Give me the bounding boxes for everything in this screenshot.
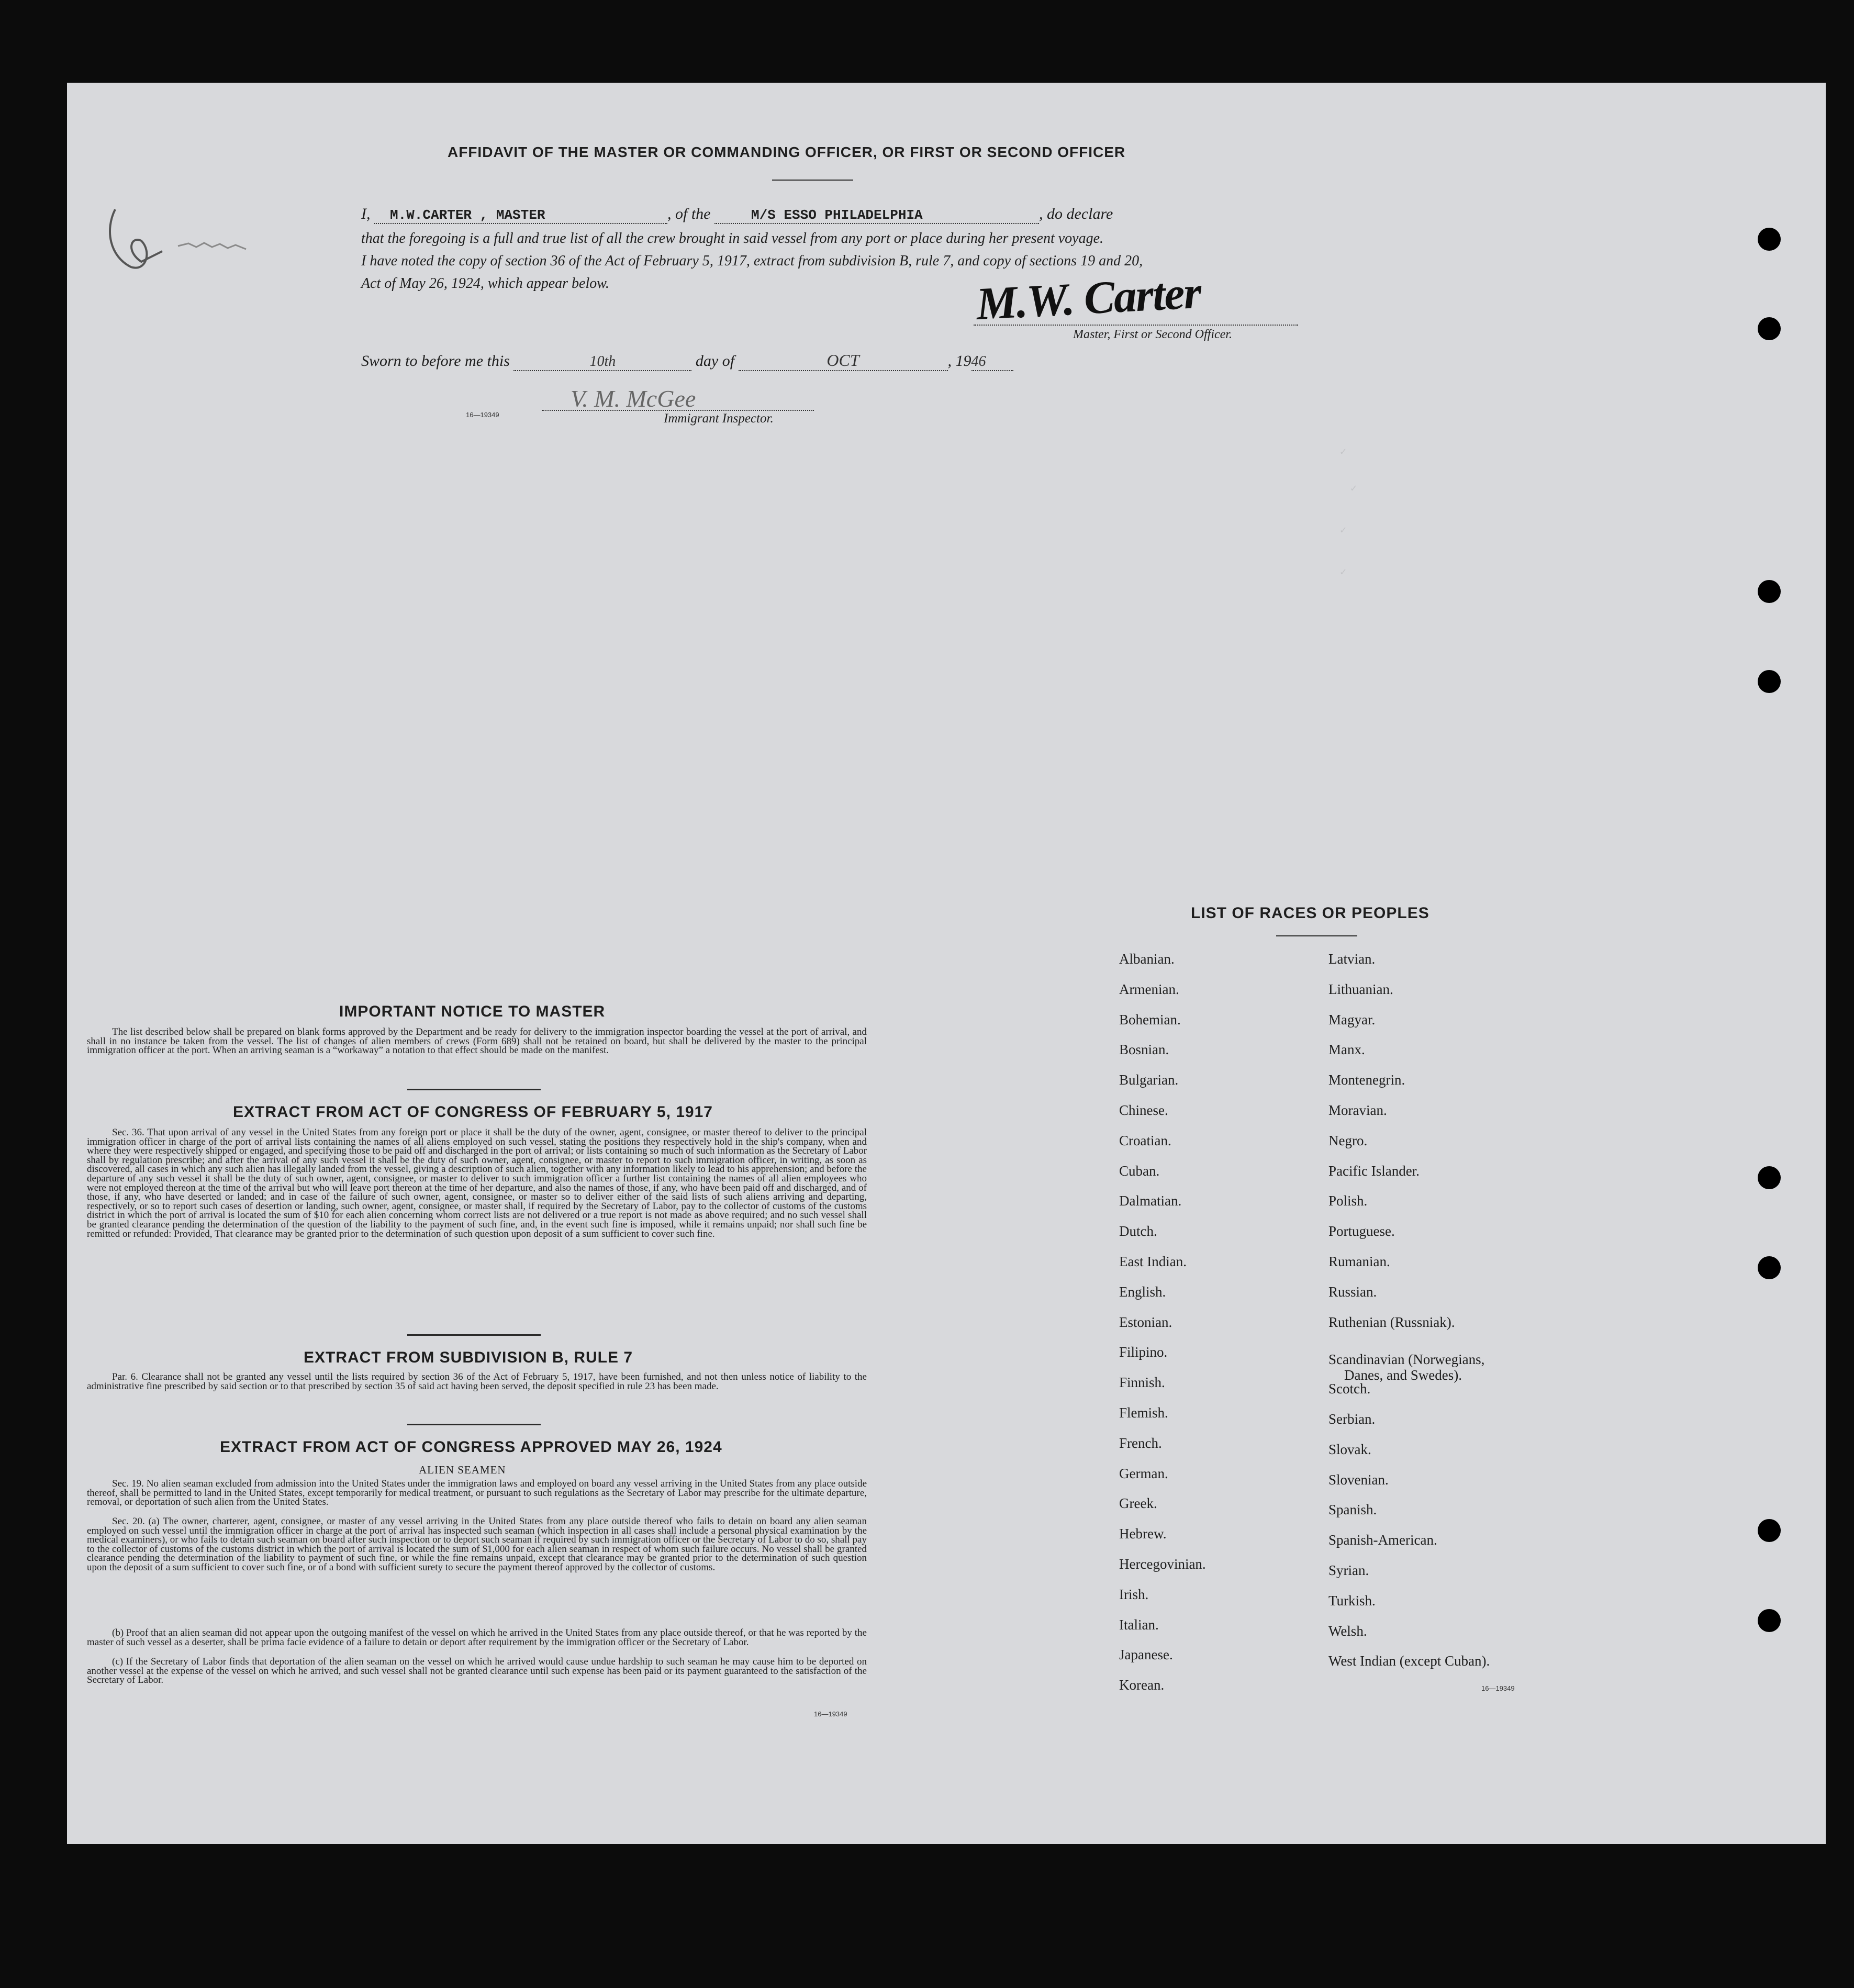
rule7-title: EXTRACT FROM SUBDIVISION B, RULE 7 — [304, 1349, 633, 1366]
race-item: Polish. — [1328, 1193, 1368, 1209]
bleed-through-mark: ✓ — [1350, 483, 1357, 495]
race-item: Rumanian. — [1328, 1254, 1390, 1269]
master-signature-line — [974, 325, 1298, 326]
alien-seamen-subtitle: ALIEN SEAMEN — [419, 1464, 506, 1476]
race-item: Spanish-American. — [1328, 1532, 1437, 1548]
section-rule — [407, 1334, 541, 1336]
race-item: Danes, and Swedes). — [1344, 1367, 1462, 1383]
race-item: Bohemian. — [1119, 1011, 1181, 1027]
race-item: Manx. — [1328, 1042, 1365, 1058]
race-item: Russian. — [1328, 1283, 1377, 1300]
race-item: Armenian. — [1119, 981, 1179, 997]
affidavit-line1 — [361, 205, 1319, 224]
sworn-day: 10th — [589, 353, 616, 370]
race-item: Albanian. — [1119, 951, 1175, 967]
race-item: Spanish. — [1328, 1502, 1377, 1518]
race-item: Syrian. — [1328, 1562, 1369, 1578]
race-item: Scandinavian (Norwegians, — [1328, 1352, 1485, 1368]
race-item: Chinese. — [1119, 1102, 1168, 1118]
race-item: Hercegovinian. — [1119, 1556, 1206, 1572]
race-item: Filipino. — [1119, 1344, 1168, 1360]
race-item: Korean. — [1119, 1677, 1165, 1693]
rule7-text: Par. 6. Clearance shall not be granted any vessel until the lists required by section 36 of the Act of February 5, 1917, have been furnished, and not then unless notice of liability to the administrative fine prescribed by said section or to that prescribed by section 35 of said act having been served, the deposit specified in rule 23 has been made. — [87, 1371, 867, 1392]
day-of-label: day of — [695, 352, 735, 370]
do-declare-label: , do declare — [1039, 205, 1113, 222]
race-item: Portuguese. — [1328, 1223, 1395, 1239]
notice-text: The list described below shall be prepared on blank forms approved by the Department and be ready for delivery to the immigration inspector boarding the vessel at the port of arrival, and shall in no instance be taken from the vessel. The list of changes of alien members of crews (Form 689) shall not be retained on board, but shall be delivered by the master to the principal immigration officer at the port. When an arriving seaman is a “workaway” a notation to that effect should be made on the manifest. — [87, 1026, 867, 1056]
affidavit-line3: I have noted the copy of section 36 of the Act of February 5, 1917, extract from subdivision B, rule 7, and copy of sections 19 and 20, — [361, 253, 1143, 269]
section-rule — [407, 1089, 541, 1090]
title-rule — [772, 180, 853, 181]
sworn-label: Sworn to before me this — [361, 352, 510, 370]
sworn-line — [361, 351, 1013, 371]
binder-hole — [1758, 1609, 1781, 1632]
binder-hole — [1758, 317, 1781, 340]
races-title-rule — [1276, 935, 1357, 936]
affidavit-title: AFFIDAVIT OF THE MASTER OR COMMANDING OFFICER, OR FIRST OR SECOND OFFICER — [448, 144, 1126, 160]
sworn-month: OCT — [827, 351, 859, 370]
sec20b-text: (b) Proof that an alien seaman did not appear upon the outgoing manifest of the vessel on which he arrived in the United States from any place outside thereof, or that he was reported by the master of such vessel as a deserter, shall be prima facie evidence of a failure to detain or deport after requirement by the immigration officer or the Secretary of Labor. — [87, 1627, 867, 1648]
inspector-signature: V. M. McGee — [571, 385, 696, 412]
year-field — [971, 352, 1013, 371]
binder-hole — [1758, 1519, 1781, 1542]
race-item: Estonian. — [1119, 1314, 1172, 1330]
vessel-field — [714, 205, 1039, 224]
race-item: Slovak. — [1328, 1441, 1371, 1457]
race-item: West Indian (except Cuban). — [1328, 1653, 1490, 1669]
race-item: Finnish. — [1119, 1375, 1165, 1391]
race-item: Pacific Islander. — [1328, 1163, 1420, 1179]
race-item: Irish. — [1119, 1586, 1149, 1602]
bleed-through-mark: ✓ — [1340, 567, 1347, 579]
year-prefix: , 19 — [947, 352, 971, 370]
master-signature: M.W. Carter — [975, 267, 1202, 330]
extract-1917-text: Sec. 36. That upon arrival of any vessel in the United States from any foreign port or place it shall be the duty of the owner, agent, consignee, or master thereof to deliver to the principal immigration officer in charge of the port of arrival lists containing the names of all aliens employed on such vessel, stating the positions they respectively hold in the ship's company, when and where they were respectively shipped or engaged, and specifying those to be paid off and discharged in the port of arrival; or lists containing so much of such information as the Secretary of Labor shall by regulation prescribe; and after the arrival of any such vessel it shall be the duty of such owner, agent, consignee, or master to report to such immigration officer, in writing, as soon as discovered, all cases in which any such alien has illegally landed from the vessel, giving a description of such alien, together with any information likely to lead to his apprehension; and before the departure of any such vessel it shall be the duty of such owner, agent, consignee, or master to deliver to such immigration officer a further list containing the names of all alien employees who were not employed thereon at the time of the arrival but who will leave port thereon at the time of her departure, and also the names of those, if any, who have been paid off and discharged, and of those, if any, who have deserted or landed; and in case of the failure of such owner, agent, consignee, or master so to deliver either of the said lists of such aliens arriving and departing, respectively, or so to report such cases of desertion or landing, such owner, agent, consignee, or master shall, if required by the Secretary of Labor, pay to the collector of customs of the customs district in which the port of arrival is located the sum of $10 for each alien concerning whom correct lists are not delivered or a true report is not made as above required; and no such vessel shall be granted clearance pending the determination of the question of the liability to the payment of such fine, and, in the event such fine is imposed, while it remains unpaid; nor shall such fine be remitted or refunded: Provided, That clearance may be granted prior to the determination of such question upon deposit of a sum sufficient to cover such fine. — [87, 1127, 867, 1239]
bleed-through-mark: ✓ — [1340, 525, 1347, 537]
binder-hole — [1758, 228, 1781, 251]
race-item: French. — [1119, 1435, 1162, 1451]
race-item: Moravian. — [1328, 1102, 1387, 1118]
sworn-month-field — [739, 351, 948, 371]
extract-1917-title: EXTRACT FROM ACT OF CONGRESS OF FEBRUARY 5, 1917 — [233, 1103, 713, 1121]
section-rule — [407, 1424, 541, 1425]
race-item: German. — [1119, 1465, 1168, 1481]
race-item: East Indian. — [1119, 1254, 1187, 1269]
master-name-field — [374, 205, 667, 224]
of-the-label: , of the — [667, 205, 711, 222]
sec20c-text: (c) If the Secretary of Labor finds that deportation of the alien seaman on the vessel on which he arrived would cause undue hardship to such seaman he may cause him to be deported on another vessel at the expense of the vessel on which he arrived, and such vessel shall not be granted clearance until such expense has been paid or its payment guaranteed to the satisfaction of the Secretary of Labor. — [87, 1656, 867, 1686]
race-item: Italian. — [1119, 1616, 1159, 1633]
race-item: Turkish. — [1328, 1592, 1376, 1609]
race-item: Greek. — [1119, 1495, 1157, 1512]
document-page — [67, 83, 1826, 1844]
binder-hole — [1758, 670, 1781, 693]
master-signature-caption: Master, First or Second Officer. — [1073, 328, 1232, 341]
bleed-through-mark: ✓ — [1340, 446, 1347, 459]
race-item: Negro. — [1328, 1132, 1368, 1148]
race-item: Scotch. — [1328, 1381, 1371, 1397]
affidavit-line2: that the foregoing is a full and true list of all the crew brought in said vessel from any port or place during her present voyage. — [361, 230, 1104, 247]
extract-1924-title: EXTRACT FROM ACT OF CONGRESS APPROVED MAY 26, 1924 — [220, 1438, 722, 1456]
binder-hole — [1758, 580, 1781, 603]
race-item: Japanese. — [1119, 1647, 1173, 1663]
affidavit-line4: Act of May 26, 1924, which appear below. — [361, 275, 609, 292]
vessel-name: M/S ESSO PHILADELPHIA — [751, 207, 923, 223]
race-item: Bosnian. — [1119, 1042, 1169, 1058]
sworn-day-field — [513, 352, 691, 371]
form-number-races: 16—19349 — [1481, 1684, 1515, 1692]
binder-hole — [1758, 1166, 1781, 1189]
form-number-left: 16—19349 — [814, 1710, 847, 1718]
race-item: English. — [1119, 1283, 1166, 1300]
master-name: M.W.CARTER , MASTER — [390, 207, 545, 223]
notice-title: IMPORTANT NOTICE TO MASTER — [339, 1003, 606, 1020]
binder-hole — [1758, 1256, 1781, 1279]
race-item: Welsh. — [1328, 1623, 1367, 1639]
form-number-top: 16—19349 — [466, 411, 499, 419]
race-item: Latvian. — [1328, 951, 1376, 967]
sec19-text: Sec. 19. No alien seaman excluded from admission into the United States under the immigration laws and employed on board any vessel arriving in the United States from any place outside thereof, shall be permitted to land in the United States, except temporarily for medical treatment, or pursuant to such regulations as the Secretary of Labor may prescribe for the ultimate departure, removal, or deportation of such alien from the United States. — [87, 1478, 867, 1508]
race-item: Slovenian. — [1328, 1471, 1389, 1488]
race-item: Hebrew. — [1119, 1526, 1167, 1542]
race-item: Dalmatian. — [1119, 1193, 1182, 1209]
race-item: Bulgarian. — [1119, 1072, 1179, 1088]
race-item: Croatian. — [1119, 1132, 1171, 1148]
race-item: Cuban. — [1119, 1163, 1160, 1179]
race-item: Dutch. — [1119, 1223, 1157, 1239]
race-item: Flemish. — [1119, 1405, 1168, 1421]
race-item: Montenegrin. — [1328, 1072, 1405, 1088]
races-title: LIST OF RACES OR PEOPLES — [1191, 904, 1429, 922]
sworn-year: 46 — [971, 353, 986, 370]
race-item: Ruthenian (Russniak). — [1328, 1314, 1455, 1330]
i-label: I, — [361, 205, 371, 222]
sec20a-text: Sec. 20. (a) The owner, charterer, agent, consignee, or master of any vessel arriving in the United States from any place outside thereof who fails to detain on board any alien seaman employed on such vessel until the immigration officer in charge at the port of arrival has inspected such seaman (which inspection in all cases shall include a personal physical examination by the medical examiners), or who fails to detain such seaman on board after such inspection or to deport such seaman if required by such immigration officer or the Secretary of Labor to do so, shall pay to the collector of customs of the customs district in which the port of arrival is located the sum of $1,000 for each alien seaman in respect of whom such failure occurs. No vessel shall be granted clearance pending the determination of the liability to payment of such fine, or while the fine remains unpaid, except that clearance may be granted prior to the determination of such question upon the deposit of a sum sufficient to cover such fine, or of a bond with sufficient surety to secure the payment thereof approved by the collector of customs. — [87, 1516, 867, 1573]
inspector-caption: Immigrant Inspector. — [664, 411, 774, 426]
margin-scribble — [99, 188, 277, 293]
race-item: Serbian. — [1328, 1411, 1376, 1427]
inspector-signature-line — [542, 410, 814, 411]
race-item: Lithuanian. — [1328, 981, 1393, 997]
race-item: Magyar. — [1328, 1011, 1376, 1027]
